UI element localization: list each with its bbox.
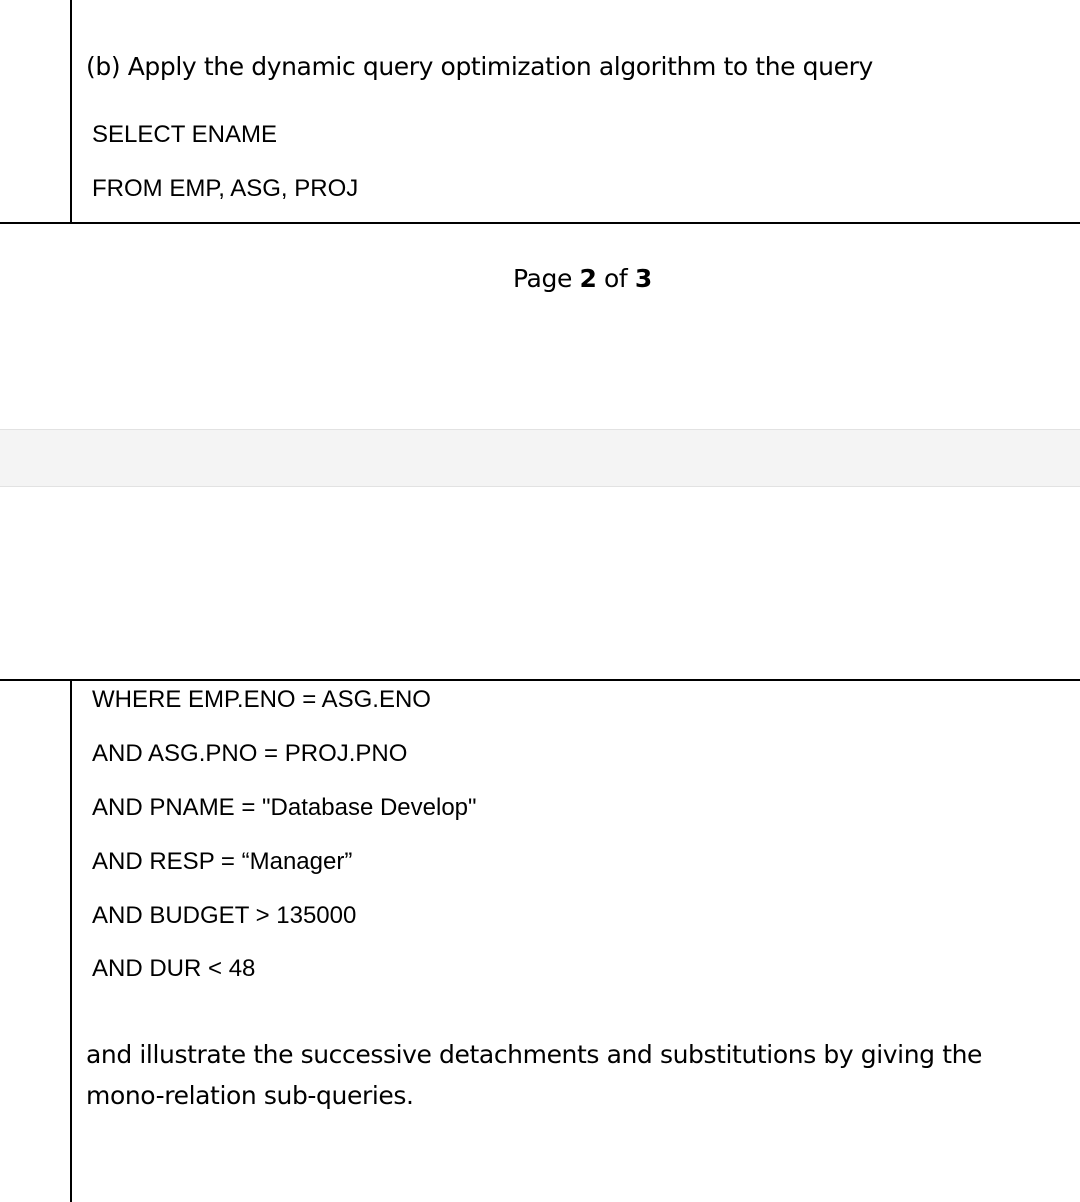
page-number-footer xyxy=(513,264,652,294)
table-bottom-border-top xyxy=(0,222,1080,224)
table-left-border-top xyxy=(70,0,72,224)
sql-and-pno-line: AND ASG.PNO = PROJ.PNO xyxy=(92,740,408,767)
table-left-border-bottom xyxy=(70,679,72,1202)
closing-instruction-line-2: mono-relation sub-queries. xyxy=(86,1081,414,1110)
page-break-gap xyxy=(0,429,1080,487)
question-intro: (b) Apply the dynamic query optimization algorithm to the query xyxy=(86,52,873,81)
total-page-number: 3 xyxy=(634,264,652,293)
sql-select-line: SELECT ENAME xyxy=(92,121,277,148)
current-page-number: 2 xyxy=(579,264,597,293)
sql-and-budget-line: AND BUDGET > 135000 xyxy=(92,902,357,929)
table-top-border-bottom xyxy=(0,679,1080,681)
closing-instruction-line-1: and illustrate the successive detachments and substitutions by giving the xyxy=(86,1040,983,1069)
page-of-label: of xyxy=(604,264,628,293)
sql-and-dur-line: AND DUR < 48 xyxy=(92,955,256,982)
sql-and-pname-line: AND PNAME = "Database Develop" xyxy=(92,794,477,821)
sql-and-resp-line: AND RESP = “Manager” xyxy=(92,848,353,875)
page-label: Page xyxy=(513,264,572,293)
sql-from-line: FROM EMP, ASG, PROJ xyxy=(92,175,359,202)
sql-where-line: WHERE EMP.ENO = ASG.ENO xyxy=(92,686,431,713)
